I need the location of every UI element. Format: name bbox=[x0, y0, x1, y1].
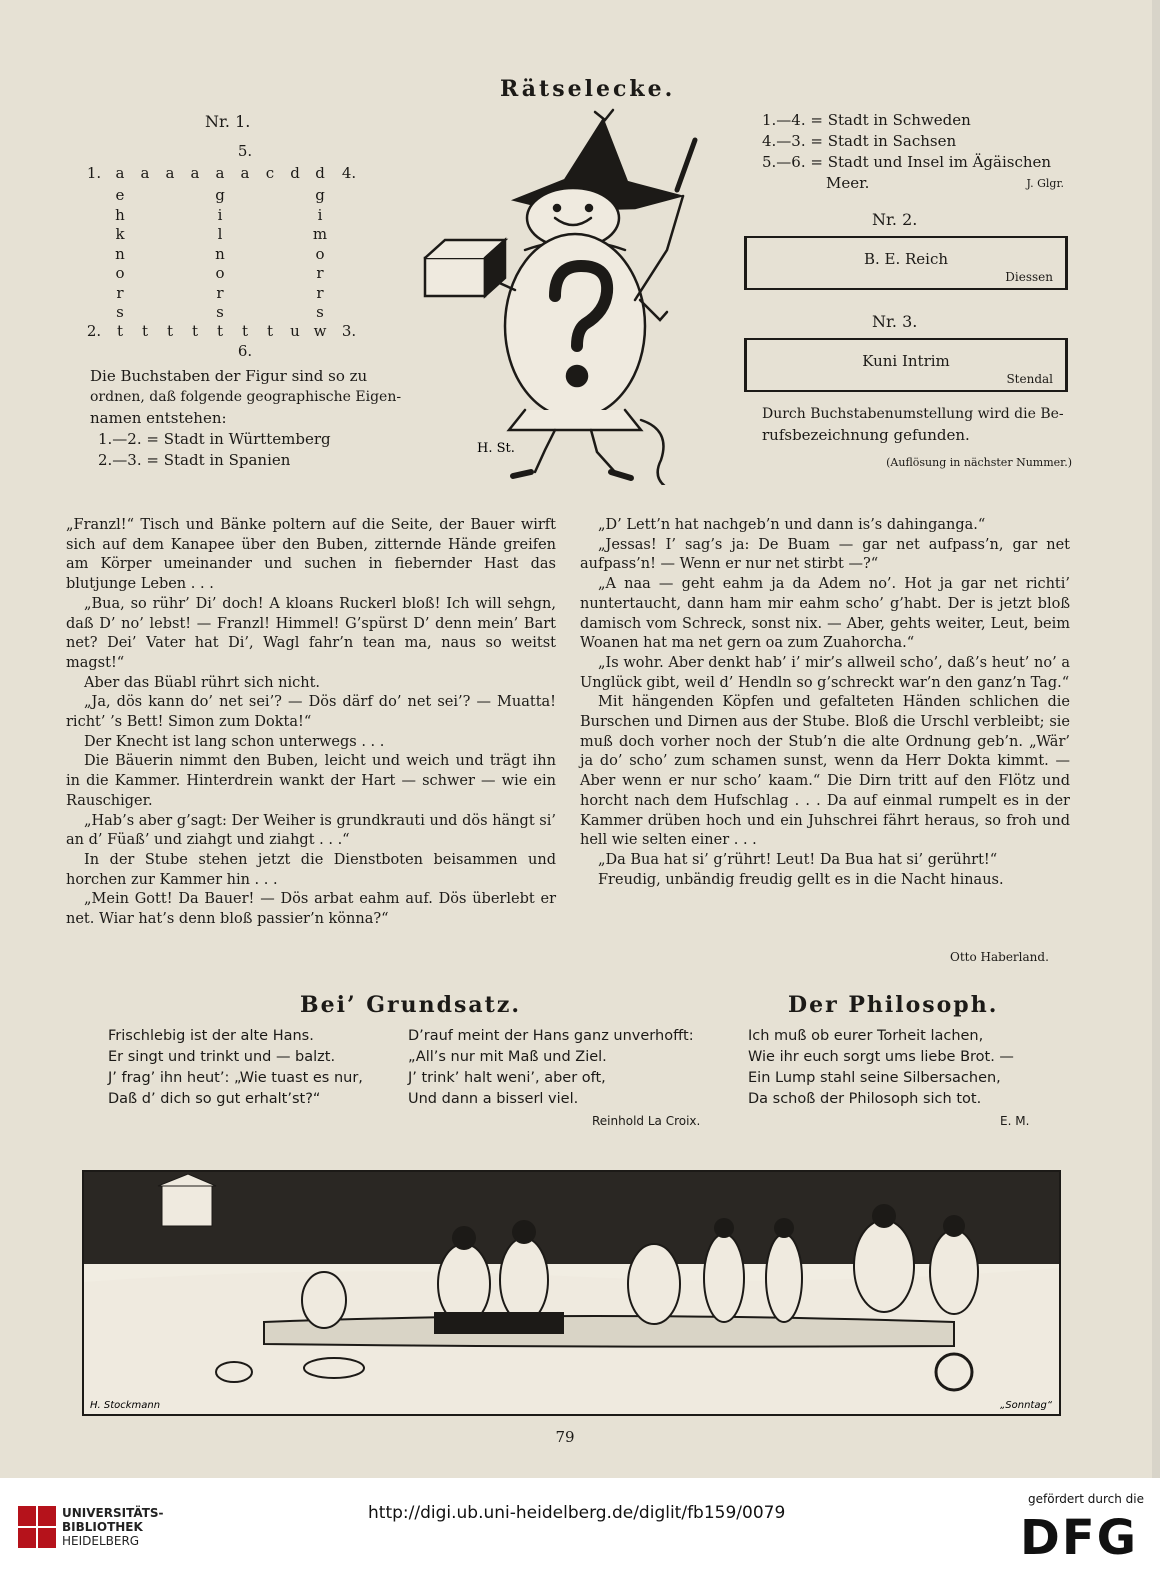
grid-letter: r bbox=[116, 283, 124, 302]
desc-line: Durch Buchstabenumstellung wird die Be- bbox=[762, 406, 1064, 422]
story-column-right bbox=[580, 516, 1070, 890]
puzzle-1-label: Nr. 1. bbox=[205, 112, 251, 131]
grid-letter: 3. bbox=[341, 322, 357, 340]
poem-line: Da schoß der Philosoph sich tot. bbox=[748, 1091, 982, 1107]
card-place: Stendal bbox=[1006, 372, 1053, 386]
answer-line: 1.—4. = Stadt in Schweden bbox=[762, 111, 971, 129]
poem-line: J’ trink’ halt weni’, aber oft, bbox=[408, 1070, 606, 1086]
grid-letter: u bbox=[290, 322, 300, 340]
library-line: UNIVERSITÄTS- bbox=[62, 1506, 164, 1520]
grid-letter: a bbox=[215, 164, 225, 182]
poem-line: Wie ihr euch sorgt ums liebe Brot. — bbox=[748, 1049, 1014, 1065]
story-paragraph: „Da Bua hat si’ g’rührt! Leut! Da Bua hat si’ gerührt!“ bbox=[598, 851, 998, 868]
grid-letter: i bbox=[317, 205, 323, 224]
digitization-footer bbox=[0, 1478, 1160, 1580]
poem-1-stanza-2 bbox=[408, 1026, 694, 1110]
puzzle-2-card bbox=[744, 236, 1068, 290]
grid-letter: o bbox=[315, 244, 325, 263]
grid-letter: a bbox=[115, 164, 125, 182]
grid-letter: t bbox=[116, 322, 124, 340]
desc-line: Die Buchstaben der Figur sind so zu bbox=[90, 367, 368, 385]
card-place: Diessen bbox=[1005, 270, 1053, 284]
poem-line: J’ frag’ ihn heut’: „Wie tuast es nur, bbox=[108, 1070, 363, 1086]
sunday-illustration bbox=[82, 1170, 1061, 1416]
grid-letter: d bbox=[315, 164, 325, 182]
grid-letter: o bbox=[115, 264, 125, 282]
story-column-left bbox=[66, 516, 556, 930]
grid-letter: 4. bbox=[341, 164, 357, 182]
grid-letter: n bbox=[215, 244, 225, 263]
puzzle-3-label: Nr. 3. bbox=[872, 312, 918, 331]
grid-letter: t bbox=[216, 322, 224, 340]
story-paragraph: Mit hängenden Köpfen und gefalteten Händen schlichen die Burschen und Dirnen aus der Stube. Bloß die Urschl verbleibt; sie muß doch vorher noch der Stub’n die alte Ordnung geb’n. „Wär’ ja do’ scho’ zum schamen sunst, wenn da Herr Dokta kimmt. — Aber wenn er nur scho’ kaam.“ Die Dirn tritt auf den Flötz und horcht nach dem Hufschlag . . . Da auf einmal rumpelt es in der Kammer drüben hoch und ein Juhschrei fährt heraus, so froh und hell wie selten einer . . . bbox=[580, 694, 1070, 849]
story-paragraph: „Is wohr. Aber denkt hab’ i’ mir’s allweil scho’, daß’s heut’ no’ a Unglück gibt, weil d’ Hendln so g’schreckt war’n den ganz’n Tag.“ bbox=[580, 654, 1070, 691]
funding-note: gefördert durch die bbox=[1028, 1492, 1144, 1506]
grid-letter: r bbox=[216, 283, 224, 302]
grid-letter: a bbox=[240, 164, 250, 182]
illustration-signature-right: „Sonntag“ bbox=[1000, 1400, 1052, 1411]
card-name: Kuni Intrim bbox=[862, 352, 950, 370]
grid-letter: g bbox=[315, 186, 325, 204]
cartoon-signature: H. St. bbox=[477, 441, 515, 456]
question-mark-cartoon bbox=[405, 100, 735, 485]
puzzle-1-answers-right bbox=[762, 110, 1072, 194]
source-url-link[interactable]: http://digi.ub.uni-heidelberg.de/diglit/fb159/0079 bbox=[368, 1503, 786, 1523]
story-paragraph: „Mein Gott! Da Bauer! — Dös arbat eahm auf. Dös überlebt er net. Wiar hat’s denn bloß passier’n könna?“ bbox=[66, 891, 556, 928]
poem-2-stanza bbox=[748, 1026, 1014, 1110]
answer-line: 5.—6. = Stadt und Insel im Ägäischen bbox=[762, 153, 1052, 171]
dfg-logo: DFG bbox=[1020, 1510, 1139, 1566]
library-line: BIBLIOTHEK bbox=[62, 1520, 143, 1534]
grid-letter: o bbox=[215, 264, 225, 282]
letter-grid bbox=[86, 142, 378, 360]
illustration-signature-left: H. Stockmann bbox=[90, 1400, 161, 1411]
grid-letter: a bbox=[140, 164, 150, 182]
grid-letter: r bbox=[316, 283, 324, 302]
grid-letter: t bbox=[241, 322, 249, 340]
story-paragraph: „D’ Lett’n hat nachgeb’n und dann is’s dahinganga.“ bbox=[598, 517, 986, 533]
desc-line: rufsbezeichnung gefunden. bbox=[762, 426, 970, 444]
grid-letter: t bbox=[141, 322, 149, 340]
grid-letter: n bbox=[115, 244, 125, 263]
grid-letter: a bbox=[190, 164, 200, 182]
story-author: Otto Haberland. bbox=[950, 950, 1049, 964]
desc-line: ordnen, daß folgende geographische Eigen- bbox=[90, 389, 402, 405]
story-paragraph: Freudig, unbändig freudig gellt es in die Nacht hinaus. bbox=[598, 871, 1004, 888]
grid-letter: g bbox=[215, 186, 225, 204]
puzzle-author: J. Glgr. bbox=[1026, 177, 1064, 190]
puzzle-2-label: Nr. 2. bbox=[872, 210, 918, 229]
answer-line: 1.—2. = Stadt in Württemberg bbox=[98, 430, 331, 448]
story-paragraph: Die Bäuerin nimmt den Buben, leicht und weich und trägt ihn in die Kammer. Hinterdrein wankt der Hart — schwer — wie ein Rauschiger. bbox=[66, 753, 556, 809]
puzzle-1-description bbox=[90, 366, 402, 471]
illustration-drawing bbox=[84, 1172, 1059, 1414]
answer-line: 2.—3. = Stadt in Spanien bbox=[98, 451, 291, 469]
story-paragraph: In der Stube stehen jetzt die Dienstboten beisammen und horchen zur Kammer hin . . . bbox=[66, 851, 556, 888]
puzzle-heading: Rätselecke. bbox=[500, 76, 676, 102]
poem-1-author: Reinhold La Croix. bbox=[592, 1114, 701, 1128]
page-number: 79 bbox=[555, 1428, 575, 1446]
puzzle-3-card bbox=[744, 338, 1068, 392]
grid-letter: r bbox=[316, 264, 324, 282]
story-paragraph: „A naa — geht eahm ja da Adem no’. Hot ja gar net richti’ nuntertaucht, dann ham mir eahm scho’ g’habt. Der is jetzt bloß damisch vom Schreck, sonst nix. — Aber, gehts weiter, Leut, beim Woanen hat ma net gern oa zum Zuahorcha.“ bbox=[580, 576, 1070, 652]
library-line: HEIDELBERG bbox=[62, 1534, 140, 1548]
story-paragraph: „Jessas! I’ sag’s ja: De Buam — gar net aufpass’n, gar net aufpass’n! — Wenn er nur net stirbt —?“ bbox=[580, 536, 1070, 573]
grid-letter: t bbox=[266, 322, 274, 340]
grid-letter: h bbox=[115, 205, 125, 224]
library-name bbox=[62, 1506, 164, 1548]
grid-letter: c bbox=[265, 164, 275, 182]
grid-letter: 5. bbox=[237, 142, 253, 160]
grid-letter: s bbox=[316, 303, 324, 321]
poem-line: D’rauf meint der Hans ganz unverhofft: bbox=[408, 1028, 694, 1044]
answer-line: 4.—3. = Stadt in Sachsen bbox=[762, 132, 957, 150]
grid-letter: i bbox=[217, 205, 223, 224]
poem-line: „All’s nur mit Maß und Ziel. bbox=[408, 1049, 607, 1065]
poem-line: Er singt und trinkt und — balzt. bbox=[108, 1049, 336, 1065]
story-paragraph: Aber das Büabl rührt sich nicht. bbox=[84, 674, 321, 691]
grid-letter: m bbox=[312, 225, 328, 243]
solution-note: (Auflösung in nächster Nummer.) bbox=[886, 456, 1072, 469]
puzzle-3-description bbox=[762, 404, 1072, 473]
grid-letter: s bbox=[116, 303, 124, 321]
poem-line: Daß d’ dich so gut erhalt’st?“ bbox=[108, 1091, 321, 1107]
story-paragraph: „Hab’s aber g’sagt: Der Weiher is grundkrauti und dös hängt si’ an d’ Füaß’ und ziahgt und ziahgt . . .“ bbox=[66, 812, 556, 849]
grid-letter: e bbox=[115, 186, 125, 204]
story-paragraph: „Bua, so rühr’ Di’ doch! A kloans Ruckerl bloß! Ich will sehgn, daß D’ no’ lebst! — Franzl! Himmel! G’spürst D’ denn mein’ Bart net? Dei’ Vater hat Di’, Wagl fahr’n tean ma, naus so weitst magst!“ bbox=[66, 595, 556, 671]
poem-line: Ein Lump stahl seine Silbersachen, bbox=[748, 1070, 1001, 1086]
poem-line: Und dann a bisserl viel. bbox=[408, 1091, 579, 1107]
grid-letter: k bbox=[115, 225, 125, 243]
poem-2-author: E. M. bbox=[1000, 1114, 1030, 1128]
desc-line: namen entstehen: bbox=[90, 409, 227, 427]
card-name: B. E. Reich bbox=[863, 250, 949, 268]
poem-line: Ich muß ob eurer Torheit lachen, bbox=[748, 1028, 984, 1044]
grid-letter: t bbox=[191, 322, 199, 340]
grid-letter: d bbox=[290, 164, 300, 182]
grid-letter: w bbox=[313, 322, 327, 340]
grid-letter: l bbox=[217, 225, 223, 243]
grid-letter: t bbox=[166, 322, 174, 340]
story-paragraph: „Ja, dös kann do’ net sei’? — Dös därf do’ net sei’? — Muatta! richt’ ’s Bett! Simon zum Dokta!“ bbox=[66, 694, 556, 731]
answer-line: Meer. bbox=[826, 174, 870, 192]
poem-line: Frischlebig ist der alte Hans. bbox=[108, 1028, 314, 1044]
story-paragraph: Der Knecht ist lang schon unterwegs . . . bbox=[84, 733, 385, 750]
poem-1-stanza-1 bbox=[108, 1026, 363, 1110]
library-logo-icon bbox=[18, 1506, 56, 1550]
poem-2-title: Der Philosoph. bbox=[788, 992, 999, 1018]
grid-letter: 2. bbox=[86, 322, 102, 340]
poem-1-title: Bei’ Grundsatz. bbox=[300, 992, 521, 1018]
grid-letter: 1. bbox=[86, 164, 102, 182]
grid-letter: a bbox=[165, 164, 175, 182]
grid-letter: s bbox=[216, 303, 224, 321]
grid-letter: 6. bbox=[237, 342, 253, 360]
story-paragraph: „Franzl!“ Tisch und Bänke poltern auf die Seite, der Bauer wirft sich auf dem Kanapee über den Buben, zitternde Hände greifen am Körper umeinander und suchen in fiebernder Hast das blutjunge Leben . . . bbox=[66, 517, 556, 593]
